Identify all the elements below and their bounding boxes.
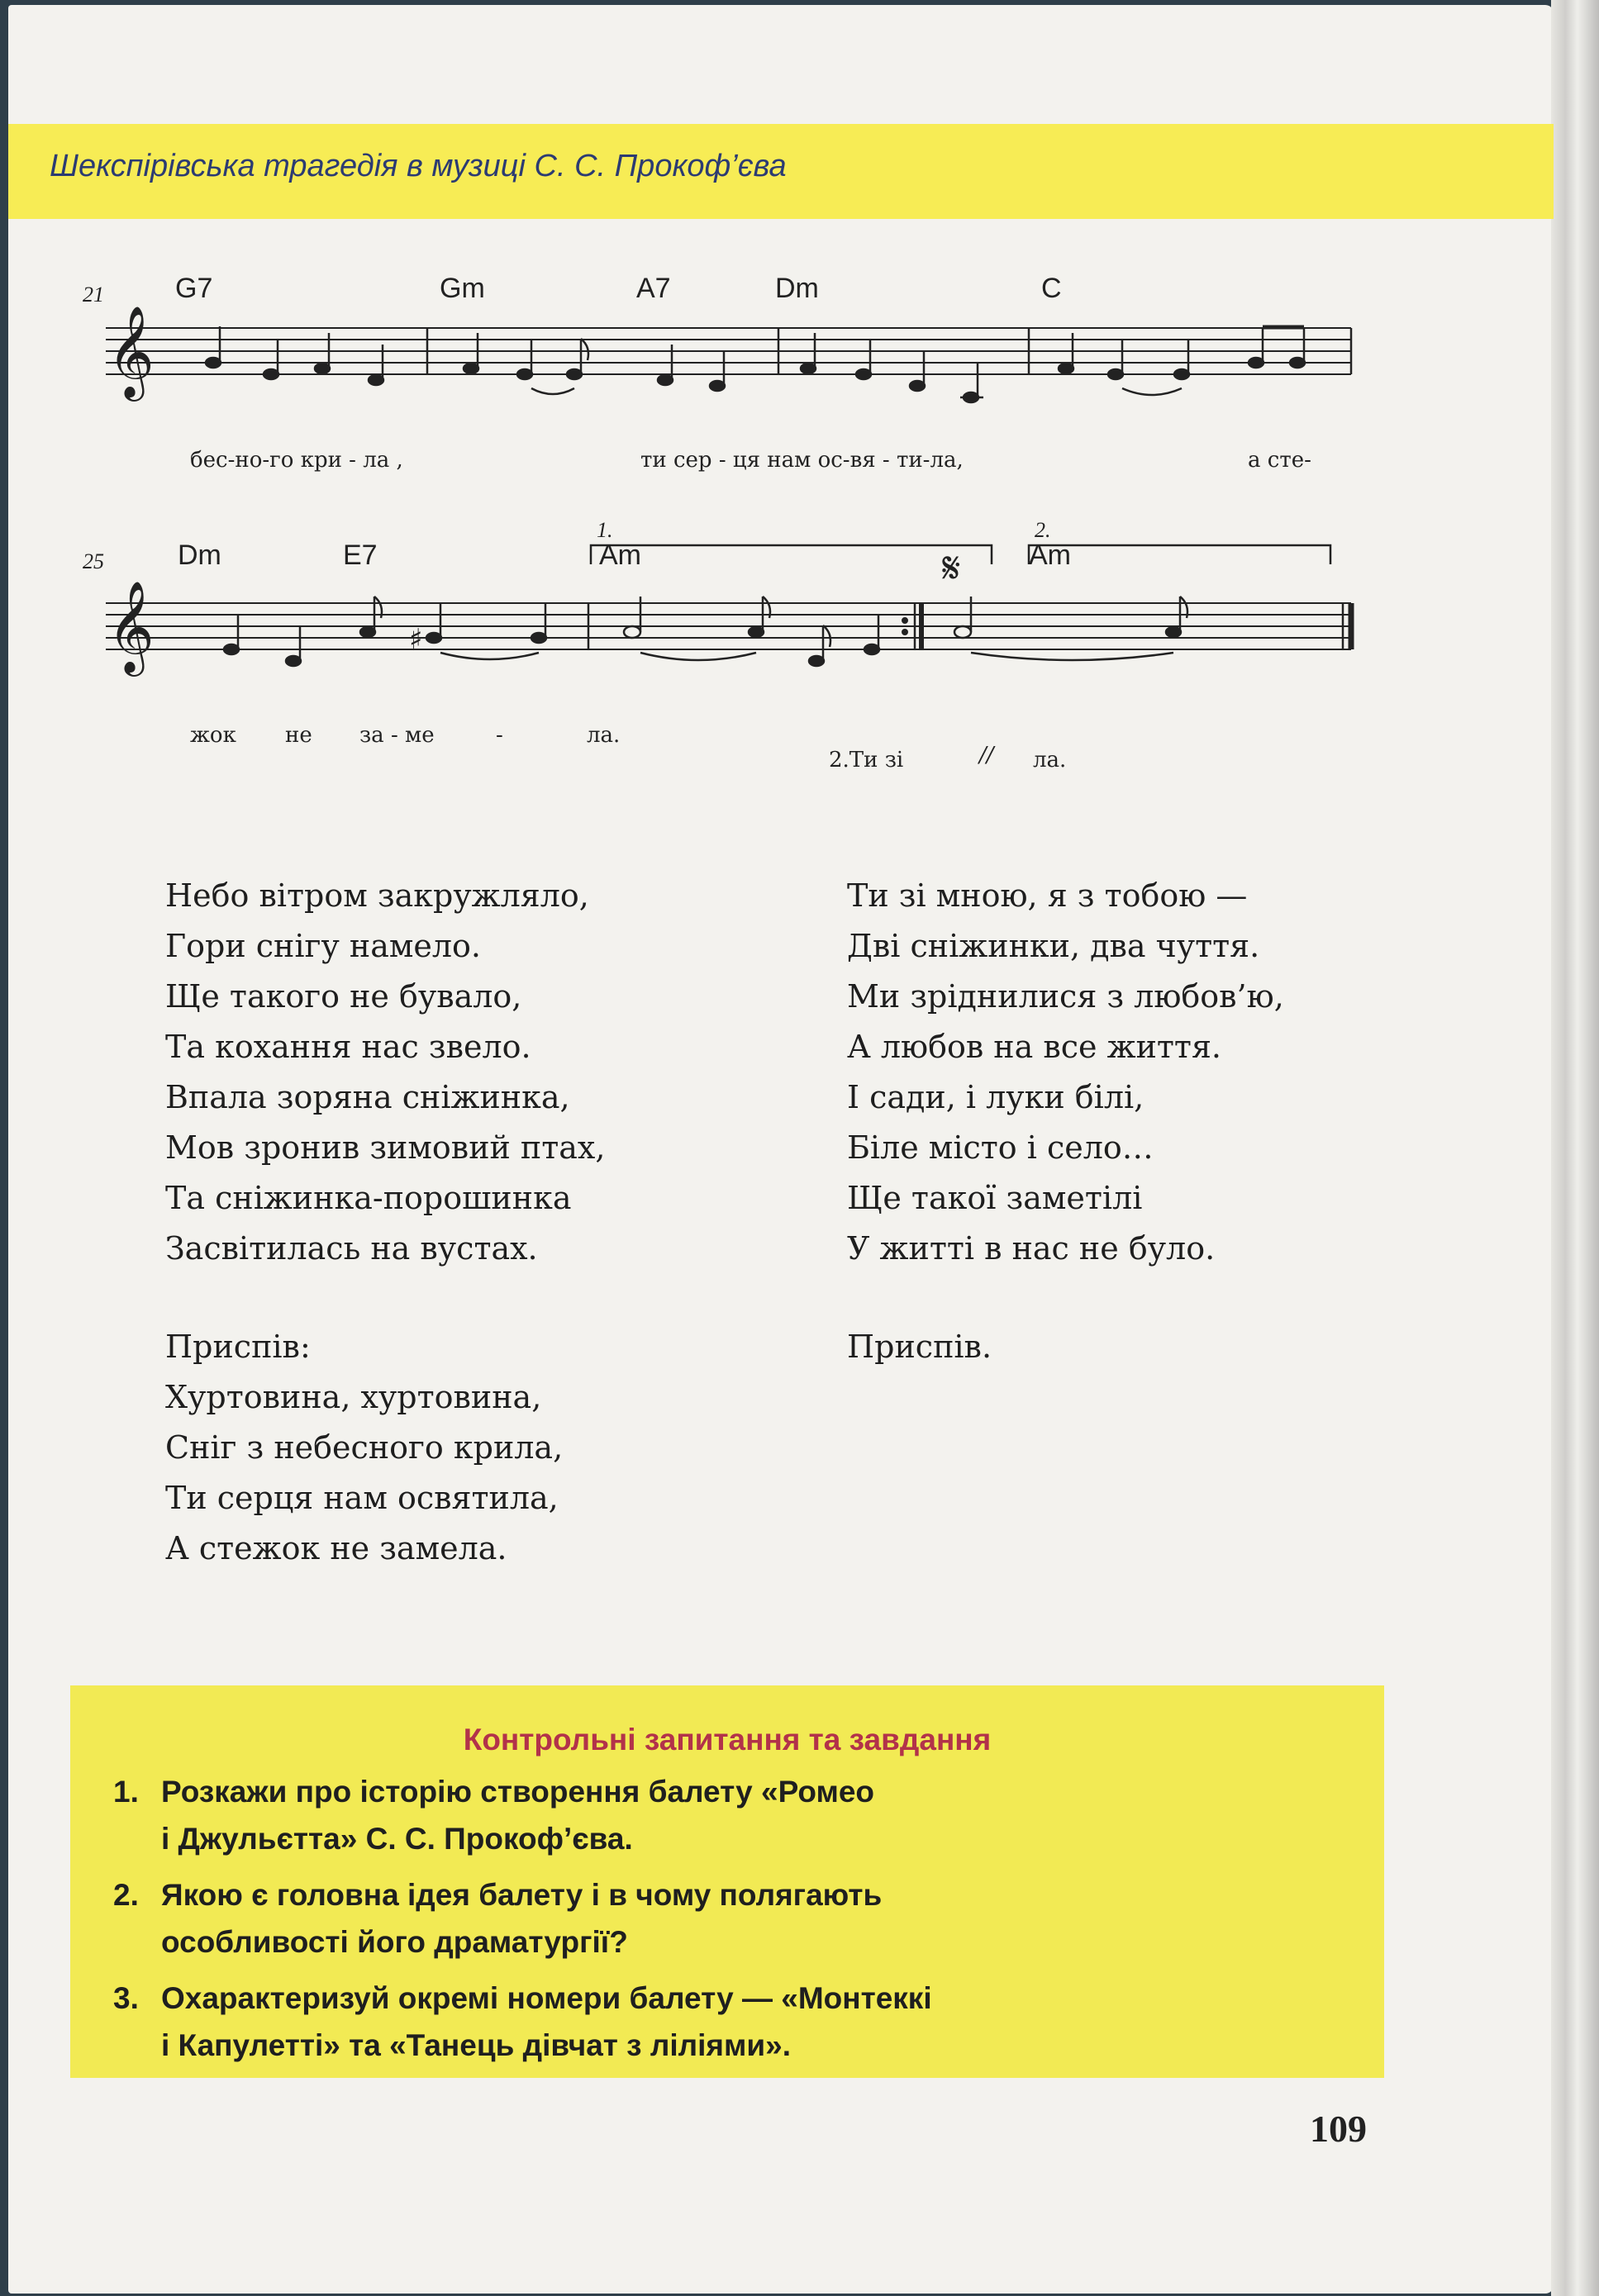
questions-title: Контрольні запитання та завдання <box>463 1723 992 1756</box>
question-item <box>113 1871 1335 1966</box>
lyric-syllable: - <box>496 723 503 748</box>
question-number: 3. <box>113 1981 139 2015</box>
verse-line: Небо вітром закружляло, <box>165 877 589 914</box>
verse-1 <box>165 871 605 1274</box>
chord-symbol: Dm <box>775 273 819 304</box>
question-item <box>113 1768 1335 1862</box>
score-system-1 <box>83 273 1351 473</box>
header-title: Шекспірівська трагедія в музиці С. С. Прокоф’єва <box>50 149 787 183</box>
verse-2 <box>847 871 1284 1274</box>
verse-line: Засвітилась на вустах. <box>165 1230 538 1267</box>
chorus-line: А стежок не замела. <box>165 1530 507 1566</box>
verse-line: Дві сніжинки, два чуття. <box>847 928 1260 964</box>
lyric-syllable: за - ме <box>359 723 435 748</box>
verse-line: Біле місто і село… <box>847 1129 1154 1166</box>
lyric-syllable: 2.Ти зі <box>829 748 904 772</box>
verse-line: І сади, і луки білі, <box>847 1079 1145 1115</box>
verse-line: Ще такого не бувало, <box>165 978 522 1015</box>
lyric-syllable: не <box>285 723 312 748</box>
lyric-syllable: жок <box>190 723 236 748</box>
lyric-line: а сте- <box>1248 448 1311 473</box>
question-text-line: Охарактеризуй окремі номери балету — «Монтеккі <box>161 1981 932 2015</box>
chord-symbol: Dm <box>178 540 221 571</box>
chord-symbol: C <box>1041 273 1062 304</box>
lyric-line: бес-но-го кри - ла , <box>190 448 403 473</box>
verse-line: Ти зі мною, я з тобою — <box>847 877 1248 914</box>
verse-line: У житті в нас не було. <box>847 1230 1216 1267</box>
verse-line: Та сніжинка-порошинка <box>165 1180 572 1216</box>
segno-icon: 𝄋 <box>942 544 961 593</box>
chorus-line: Ти серця нам освятила, <box>165 1480 559 1516</box>
chord-symbol: G7 <box>175 273 213 304</box>
question-text-line: Якою є головна ідея балету і в чому полягають <box>161 1878 883 1912</box>
chorus-line: Хуртовина, хуртовина, <box>165 1379 542 1415</box>
verse-line: Впала зоряна сніжинка, <box>165 1079 570 1115</box>
verse-line: Гори снігу намело. <box>165 928 482 964</box>
chord-symbol: Am <box>599 540 641 571</box>
chord-symbol: A7 <box>636 273 671 304</box>
question-text-line: і Капулетті» та «Танець дівчат з ліліями». <box>161 2028 791 2062</box>
verse-line: Ми зріднилися з любов’ю, <box>847 978 1284 1015</box>
svg-text:𝄞: 𝄞 <box>107 305 155 397</box>
volta-2-label: 2. <box>1035 518 1051 542</box>
chorus-line: Сніг з небесного крила, <box>165 1429 564 1466</box>
lyric-syllable: ла. <box>587 723 621 748</box>
chord-symbol: Gm <box>440 273 485 304</box>
chorus-reference <box>847 1322 992 1372</box>
questions-box <box>70 1685 1384 2078</box>
verse-line: Ще такої заметілі <box>847 1180 1143 1216</box>
repeat-mark: // <box>979 743 994 768</box>
question-text-line: і Джульєтта» С. С. Прокоф’єва. <box>161 1822 633 1856</box>
chord-symbol: Am <box>1029 540 1071 571</box>
verse-line: А любов на все життя. <box>847 1029 1221 1065</box>
question-text-line: особливості його драматургії? <box>161 1925 628 1959</box>
chorus-heading: Приспів: <box>165 1329 311 1365</box>
lyric-syllable: ла. <box>1033 748 1067 772</box>
question-item <box>113 1975 1335 2069</box>
svg-text:𝄞: 𝄞 <box>107 580 155 673</box>
page-edge <box>1551 0 1599 2296</box>
music-score <box>83 248 1372 777</box>
measure-number: 25 <box>83 549 104 573</box>
chord-symbol: E7 <box>343 540 378 571</box>
score-system-2 <box>83 518 1351 772</box>
svg-text:♯: ♯ <box>409 623 423 656</box>
chorus-reference-text: Приспів. <box>847 1329 992 1365</box>
page-number: 109 <box>1310 2108 1367 2150</box>
question-number: 1. <box>113 1775 139 1809</box>
chorus <box>165 1322 563 1574</box>
lyric-line: ти сер - ця нам ос-вя - ти-ла, <box>640 448 964 473</box>
question-number: 2. <box>113 1878 139 1912</box>
question-text-line: Розкажи про історію створення балету «Ромео <box>161 1775 875 1809</box>
verse-line: Та кохання нас звело. <box>165 1029 531 1065</box>
volta-1-label: 1. <box>597 518 613 542</box>
measure-number: 21 <box>83 283 104 307</box>
verse-line: Мов зронив зимовий птах, <box>165 1129 606 1166</box>
